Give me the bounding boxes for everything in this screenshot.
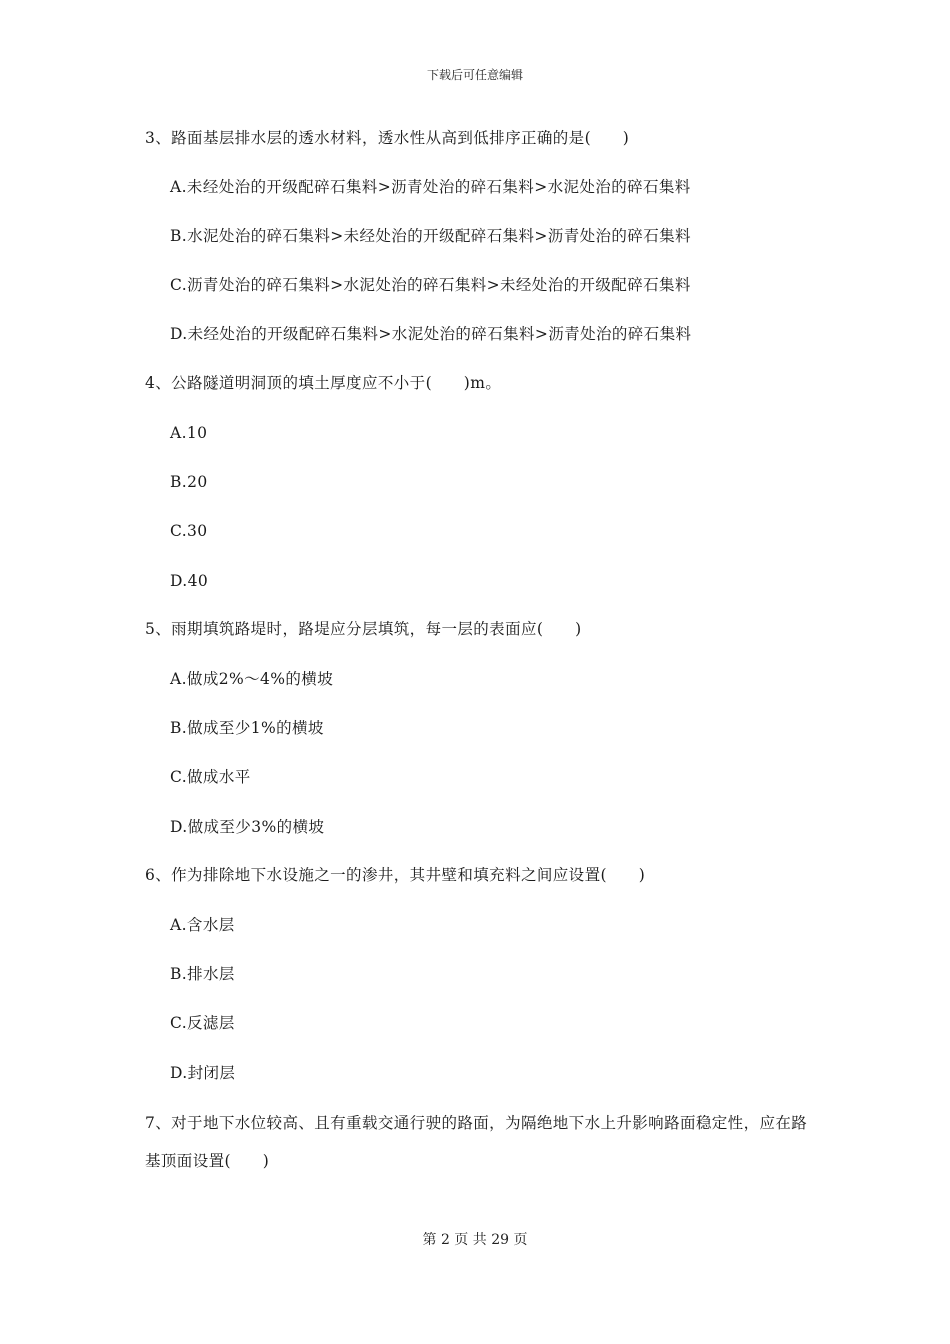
- question-3-option-d: D.未经处治的开级配碎石集料>水泥处治的碎石集料>沥青处治的碎石集料: [170, 325, 692, 343]
- question-4-option-d: D.40: [170, 572, 209, 590]
- question-4-option-b: B.20: [170, 473, 208, 491]
- question-5-option-d: D.做成至少3%的横坡: [170, 818, 325, 836]
- question-4-option-c: C.30: [170, 522, 208, 540]
- question-3-option-a: A.未经处治的开级配碎石集料>沥青处治的碎石集料>水泥处治的碎石集料: [170, 178, 691, 196]
- question-6-option-b: B.排水层: [170, 965, 235, 983]
- question-5-option-b: B.做成至少1%的横坡: [170, 719, 324, 737]
- question-4-stem: 4、公路隧道明洞顶的填土厚度应不小于( )m。: [145, 374, 502, 392]
- question-6-option-c: C.反滤层: [170, 1014, 235, 1032]
- question-3-option-c: C.沥青处治的碎石集料>水泥处治的碎石集料>未经处治的开级配碎石集料: [170, 276, 691, 294]
- question-5-option-a: A.做成2%～4%的横坡: [170, 670, 334, 688]
- question-6-option-d: D.封闭层: [170, 1064, 236, 1082]
- question-3-stem: 3、路面基层排水层的透水材料，透水性从高到低排序正确的是( ): [145, 129, 630, 147]
- question-7-stem: 7、对于地下水位较高、且有重载交通行驶的路面，为隔绝地下水上升影响路面稳定性，应在路基顶面设置( ): [145, 1114, 808, 1170]
- question-6-stem: 6、作为排除地下水设施之一的渗井，其井壁和填充料之间应设置( ): [145, 866, 646, 884]
- question-5-stem: 5、雨期填筑路堤时，路堤应分层填筑，每一层的表面应( ): [145, 620, 582, 638]
- question-3-option-b: B.水泥处治的碎石集料>未经处治的开级配碎石集料>沥青处治的碎石集料: [170, 227, 691, 245]
- question-5-option-c: C.做成水平: [170, 768, 251, 786]
- question-4-option-a: A.10: [170, 424, 208, 442]
- page-header: 下载后可任意编辑: [426, 68, 523, 82]
- page-footer: 第 2 页 共 29 页: [422, 1232, 528, 1248]
- question-6-option-a: A.含水层: [170, 916, 235, 934]
